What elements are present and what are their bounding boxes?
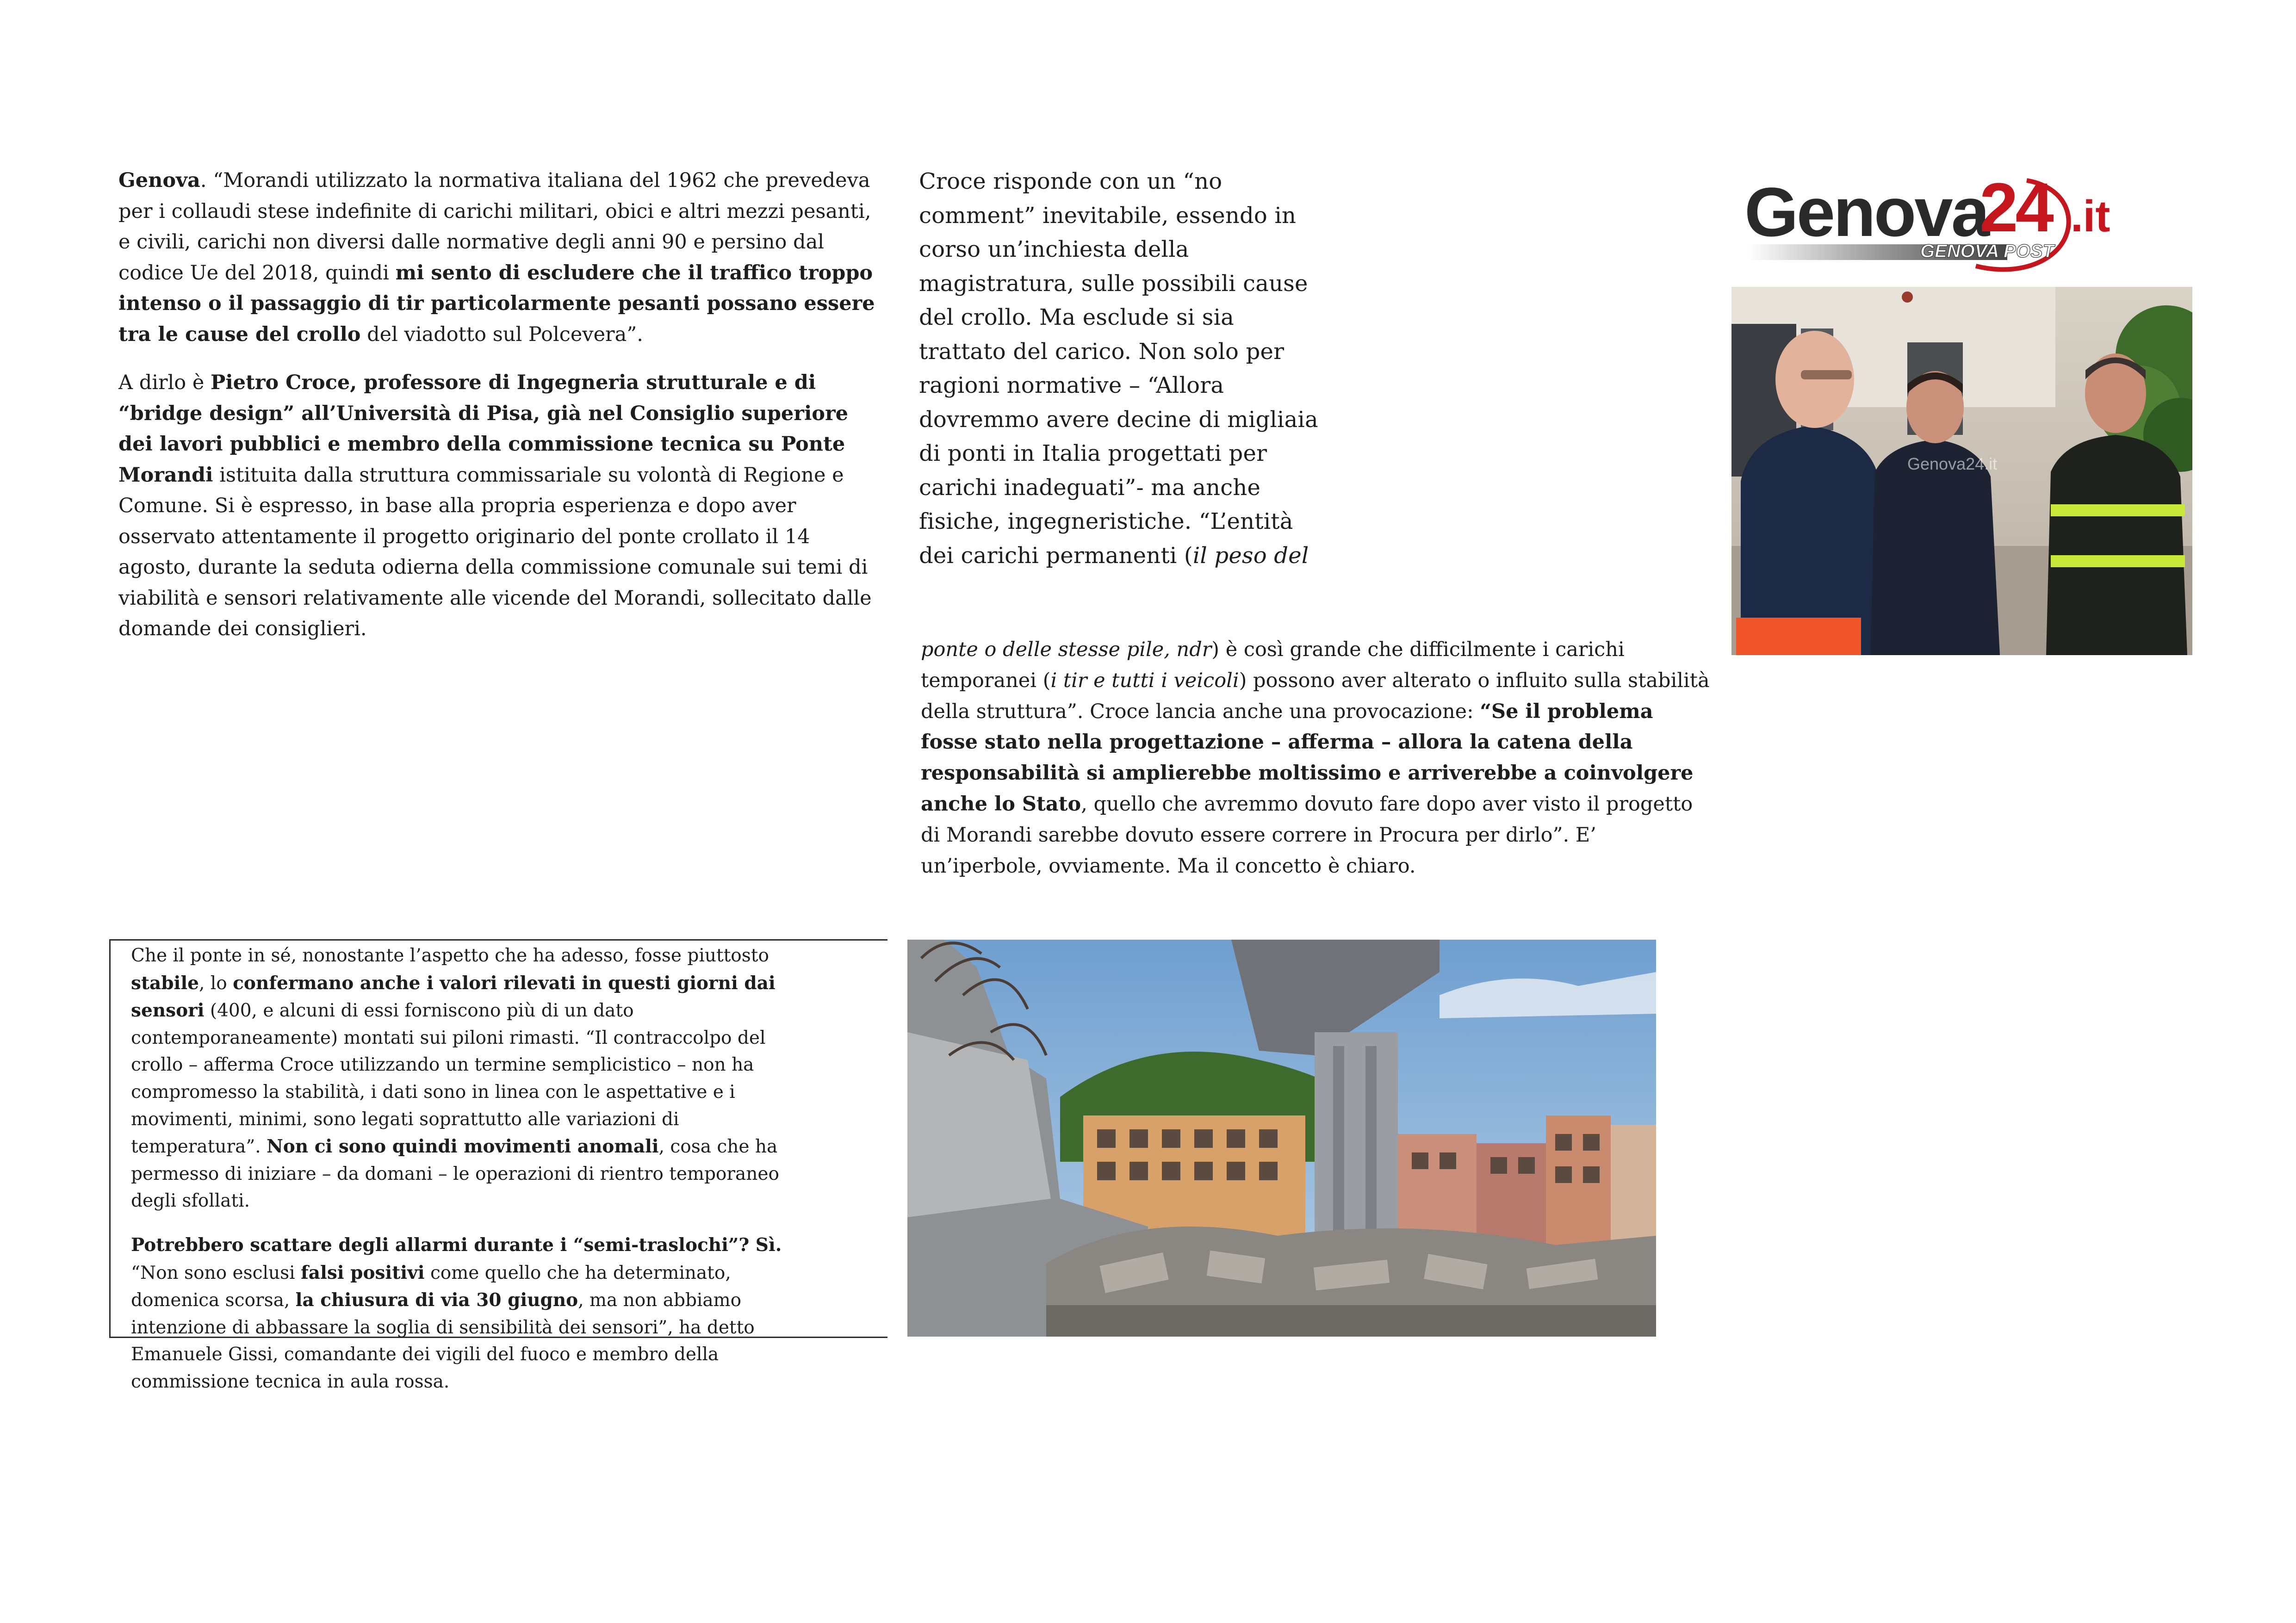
bold-text: Potrebbero scattare degli allarmi durante i “semi-traslochi”? Sì.: [131, 1234, 782, 1256]
text-run: , ma non abbiamo intenzione di abbassare la soglia di sensibilità dei sensori”, ha detto Emanuele Gissi, comandante dei vigili del fuoco e membro della commissione tecnica in aula rossa.: [131, 1290, 755, 1392]
logo-suffix: .it: [2071, 192, 2110, 241]
article-column-2-continuation: [921, 634, 1717, 881]
logo-tagline: GENOVA POST: [1920, 241, 2054, 261]
bold-text: mi sento di escludere che il traffico troppo intenso o il passaggio di tir particolarmente pesanti possano essere tra le cause del crollo: [118, 261, 875, 346]
italic-text: il peso del: [1192, 542, 1309, 569]
bold-text: la chiusura di via 30 giugno: [295, 1289, 578, 1311]
bold-text: Genova: [118, 169, 200, 192]
text-run: “Non sono esclusi: [131, 1262, 301, 1283]
text-run: ) possono aver alterato o influito sulla stabilità della struttura”. Croce lancia anche una provocazione:: [921, 669, 1710, 723]
photo-watermark: Genova24.it: [1907, 454, 1998, 473]
italic-text: i tir e tutti i veicoli: [1050, 669, 1239, 692]
text-run: . “Morandi utilizzato la normativa italiana del 1962 che prevedeva per i collaudi stese indefinite di carichi militari, obici e altri mezzi pesanti, e civili, carichi non diversi dalle normative degli anni 90 e persino dal codice Ue del 2018, quindi: [118, 169, 871, 285]
article-paragraph: [921, 634, 1717, 881]
article-column-2: [919, 165, 1322, 573]
text-run: , quello che avremmo dovuto fare dopo aver visto il progetto di Morandi sarebbe dovuto essere correre in Procura per dirlo”. E’ un’iperbole, ovviamente. Ma il concetto è chiaro.: [921, 792, 1693, 878]
text-run: come quello che ha determinato, domenica scorsa,: [131, 1262, 731, 1311]
genova24-logo: [1744, 167, 2152, 278]
text-run: , cosa che ha permesso di iniziare – da domani – le operazioni di rientro temporaneo degli sfollati.: [131, 1136, 779, 1212]
logo-name: Genova: [1744, 173, 1988, 251]
text-run: ) è così grande che difficilmente i carichi temporanei (: [921, 638, 1625, 692]
photo-commission-members: [1731, 287, 2192, 655]
bold-text: stabile: [131, 972, 199, 994]
text-run: Che il ponte in sé, nonostante l’aspetto che ha adesso, fosse piuttosto: [131, 945, 769, 966]
text-run: , lo: [199, 973, 233, 994]
bold-text: Pietro Croce, professore di Ingegneria strutturale e di “bridge design” all’Università di Pisa, già nel Consiglio superiore dei lavori pubblici e membro della commissione tecnica su Ponte Morandi: [118, 371, 848, 487]
article-paragraph: [131, 942, 800, 1215]
article-paragraph: [131, 1232, 800, 1396]
text-run: istituita dalla struttura commissariale su volontà di Regione e Comune. Si è espresso, in base alla propria esperienza e dopo aver osservato attentamente il progetto originario del ponte crollato il 14 agosto, durante la seduta odierna della commissione comunale sui temi di viabilità e sensori relativamente alle vicende del Morandi, sollecitato dalle domande dei consiglieri.: [118, 463, 872, 640]
italic-text: ponte o delle stesse pile, ndr: [921, 638, 1212, 661]
photo-collapsed-bridge: [907, 940, 1656, 1337]
text-run: (400, e alcuni di essi forniscono più di un dato contemporaneamente) montati sui piloni rimasti. “Il contraccolpo del crollo – afferma Croce utilizzando un termine semplicistico – non ha compromesso la stabilità, i dati sono in linea con le aspettative e i movimenti, minimi, sono legati soprattutto alle variazioni di temperatura”.: [131, 1000, 766, 1158]
text-run: Croce risponde con un “no comment” inevitabile, essendo in corso un’inchiesta della magistratura, sulle possibili cause del crollo. Ma esclude si sia trattato del carico. Non solo per ragioni normative – “Allora dovremmo avere decine di migliaia di ponti in Italia progettati per carichi inadeguati”- ma anche fisiche, ingegneristiche. “L’entità dei carichi permanenti (: [919, 168, 1318, 569]
text-run: A dirlo è: [118, 371, 211, 394]
bold-text: falsi positivi: [300, 1262, 425, 1283]
article-paragraph: [118, 165, 887, 350]
bold-text: Non ci sono quindi movimenti anomali: [267, 1136, 659, 1158]
article-paragraph: [919, 165, 1322, 573]
bold-text: confermano anche i valori rilevati in questi giorni dai sensori: [131, 972, 776, 1022]
article-paragraph: [118, 367, 887, 644]
article-column-1: [118, 165, 887, 644]
logo-number: 24: [1980, 168, 2051, 246]
text-run: del viadotto sul Polcevera”.: [360, 322, 643, 346]
bold-text: “Se il problema fosse stato nella progettazione – afferma – allora la catena della responsabilità si amplierebbe moltissimo e arriverebbe a coinvolgere anche lo Stato: [921, 700, 1694, 816]
boxed-article-section: [109, 939, 887, 1392]
